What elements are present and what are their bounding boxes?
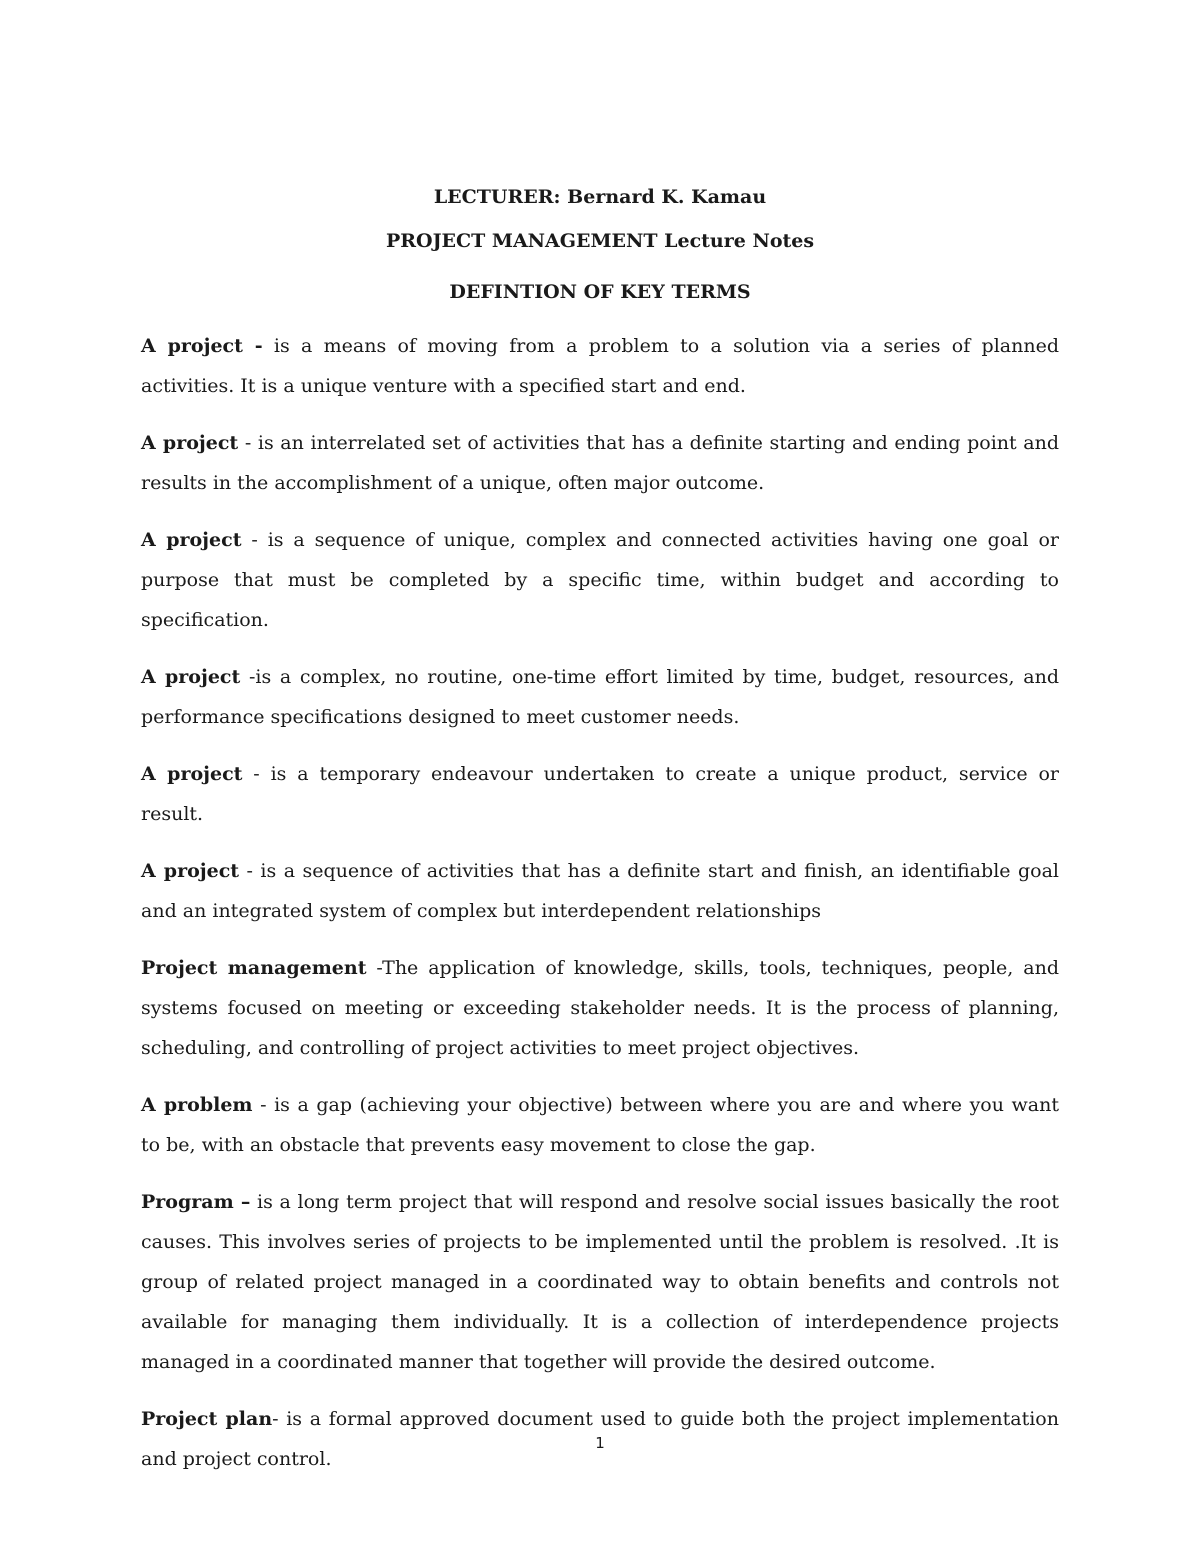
definition-term: A project — [141, 529, 242, 551]
definition-entry — [141, 1182, 1059, 1382]
definition-term: A project — [141, 432, 239, 454]
lecturer-heading: LECTURER: Bernard K. Kamau — [433, 186, 767, 208]
definition-term: Project management — [141, 957, 367, 979]
definition-entry — [141, 948, 1059, 1068]
definition-text: - is a gap (achieving your objective) between where you are and where you want to be, with an obstacle that prevents easy movement to close the gap. — [141, 1094, 1060, 1156]
definition-text: - is a formal approved document used to guide both the project implementation and project control. — [141, 1408, 1059, 1470]
definition-entry — [141, 520, 1059, 640]
definition-text: - is an interrelated set of activities that has a definite starting and ending point and results in the accomplishment of a unique, often major outcome. — [141, 432, 1059, 494]
definition-entry — [141, 326, 1059, 406]
definition-term: A project - — [141, 335, 263, 357]
page-content — [141, 183, 1059, 1496]
definition-term: A project — [141, 860, 240, 882]
definition-text: -is a complex, no routine, one-time effort limited by time, budget, resources, and performance specifications designed to meet customer needs. — [141, 666, 1059, 728]
definition-text: is a long term project that will respond and resolve social issues basically the root causes. This involves series of projects to be implemented until the problem is resolved. .It is group of related project managed in a coordinated way to obtain benefits and controls not available for managing them individually. It is a collection of interdependence projects managed in a coordinated manner that together will provide the desired outcome. — [141, 1191, 1059, 1373]
definition-text: -The application of knowledge, skills, tools, techniques, people, and systems focused on meeting or exceeding stakeholder needs. It is the process of planning, scheduling, and controlling of project activities to meet project objectives. — [141, 957, 1059, 1059]
course-heading: PROJECT MANAGEMENT Lecture Notes — [385, 230, 815, 252]
definition-text: - is a sequence of activities that has a definite start and finish, an identifiable goal and an integrated system of complex but interdependent relationships — [141, 860, 1060, 922]
definition-term: Program – — [141, 1191, 251, 1213]
definition-entry — [141, 423, 1059, 503]
definition-entry — [141, 1085, 1059, 1165]
definition-term: A project — [141, 763, 243, 785]
definition-text: - is a sequence of unique, complex and connected activities having one goal or purpose that must be completed by a specific time, within budget and according to specification. — [141, 529, 1059, 631]
definition-entry — [141, 657, 1059, 737]
definition-text: is a means of moving from a problem to a solution via a series of planned activities. It is a unique venture with a specified start and end. — [141, 335, 1059, 397]
definition-term: Project plan — [141, 1408, 273, 1430]
section-title: DEFINTION OF KEY TERMS — [449, 281, 751, 303]
definition-term: A project — [141, 666, 241, 688]
definition-entry — [141, 754, 1059, 834]
definition-entry — [141, 851, 1059, 931]
definition-term: A problem — [141, 1094, 253, 1116]
page-number: 1 — [595, 1434, 605, 1452]
definition-text: - is a temporary endeavour undertaken to create a unique product, service or result. — [141, 763, 1059, 825]
